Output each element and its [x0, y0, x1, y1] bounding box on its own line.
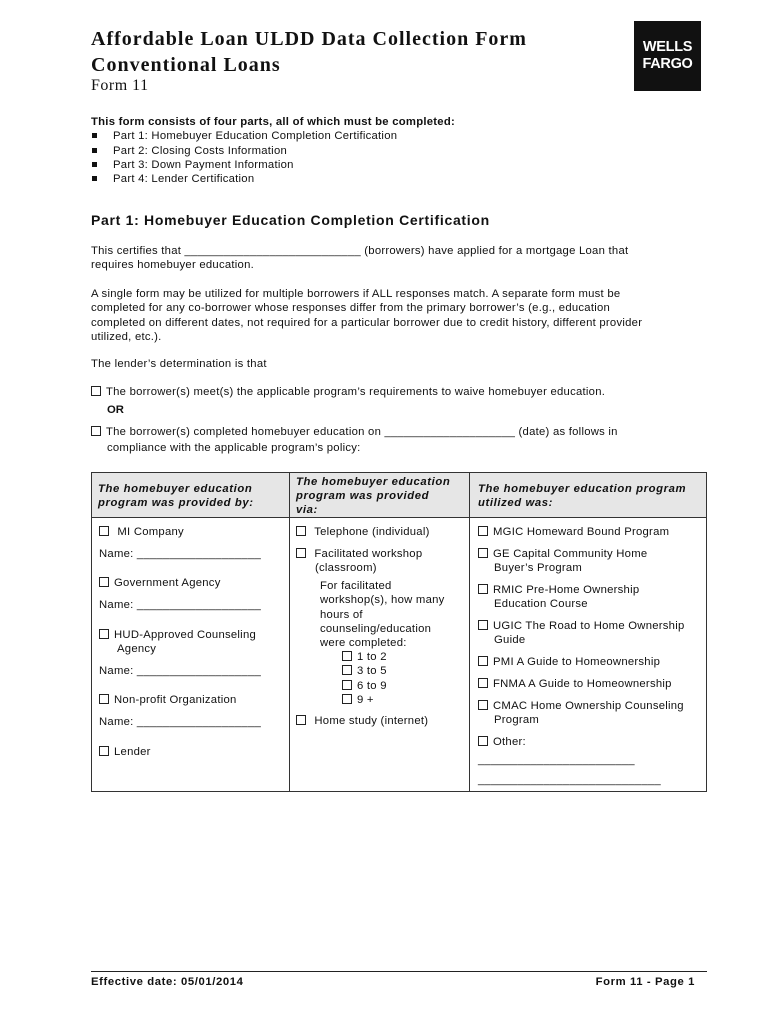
hours-line4: counseling/education — [320, 622, 432, 635]
pmi-label: PMI A Guide to Homeownership — [493, 656, 661, 668]
logo-line1: WELLS — [642, 39, 693, 55]
rmic-label-line1: RMIC Pre-Home Ownership — [493, 584, 640, 596]
delivery-home-study[interactable] — [296, 714, 428, 728]
provider-non-profit[interactable] — [99, 693, 237, 707]
education-table — [91, 472, 707, 792]
form-number: Form 11 — [91, 77, 149, 94]
form-title-line1: Affordable Loan ULDD Data Collection Form — [91, 28, 527, 50]
col2-header — [296, 475, 450, 517]
hours-9-plus-label: 9 + — [357, 693, 374, 706]
pmi-checkbox[interactable] — [478, 656, 488, 666]
fnma-label: FNMA A Guide to Homeownership — [493, 678, 672, 690]
waive-checkbox[interactable] — [91, 386, 101, 396]
lender-checkbox[interactable] — [99, 746, 109, 756]
fnma-checkbox[interactable] — [478, 678, 488, 688]
hours-3-5-label: 3 to 5 — [357, 665, 387, 678]
other-checkbox[interactable] — [478, 736, 488, 746]
hours-question — [320, 579, 445, 650]
form-title-line2: Conventional Loans — [91, 54, 281, 76]
mgic-checkbox[interactable] — [478, 526, 488, 536]
hours-options — [342, 650, 387, 707]
col3-header — [478, 482, 686, 510]
col3-header-line1: The homebuyer education program — [478, 483, 687, 495]
parts-list — [91, 129, 455, 186]
provider-hud-counseling[interactable] — [99, 628, 256, 657]
footer-divider — [91, 971, 707, 972]
waive-option[interactable] — [91, 385, 711, 399]
col1-header-line1: The homebuyer education — [98, 483, 253, 495]
delivery-workshop[interactable] — [296, 547, 422, 576]
certifies-paragraph — [91, 244, 711, 273]
home-study-checkbox[interactable] — [296, 715, 306, 725]
other-field-line1[interactable]: ________________________ — [478, 754, 635, 766]
name-field[interactable]: Name: ___________________ — [99, 548, 262, 560]
ugic-label-line2: Guide — [494, 634, 526, 647]
determination-text: The lender’s determination is that — [91, 358, 267, 370]
intro-section — [91, 115, 455, 186]
hours-3-5-checkbox[interactable] — [342, 665, 352, 675]
ugic-label-line1: UGIC The Road to Home Ownership — [493, 620, 685, 632]
cmac-label-line1: CMAC Home Ownership Counseling — [493, 700, 684, 712]
hours-line2: workshop(s), how many — [320, 594, 445, 607]
program-rmic[interactable] — [478, 583, 639, 612]
list-item: Part 3: Down Payment Information — [91, 158, 455, 172]
hud-counseling-checkbox[interactable] — [99, 629, 109, 639]
column-divider — [289, 473, 290, 791]
program-fnma[interactable] — [478, 677, 672, 691]
government-agency-checkbox[interactable] — [99, 577, 109, 587]
program-other[interactable] — [478, 735, 526, 749]
lender-label: Lender — [114, 746, 151, 758]
hud-label-line2: Agency — [117, 643, 157, 656]
wells-fargo-logo — [634, 21, 701, 91]
single-form-line4: utilized, etc.). — [91, 330, 162, 343]
hours-option-9-plus[interactable] — [342, 693, 387, 707]
program-ge-capital[interactable] — [478, 547, 647, 576]
hours-6-9-checkbox[interactable] — [342, 680, 352, 690]
list-item: Part 2: Closing Costs Information — [91, 144, 455, 158]
completed-option[interactable] — [91, 425, 711, 456]
col2-header-line1: The homebuyer education — [296, 476, 451, 488]
name-field[interactable]: Name: ___________________ — [99, 665, 262, 677]
mi-company-checkbox[interactable] — [99, 526, 109, 536]
rmic-checkbox[interactable] — [478, 584, 488, 594]
ugic-checkbox[interactable] — [478, 620, 488, 630]
government-agency-label: Government Agency — [114, 577, 221, 589]
certifies-line2: requires homebuyer education. — [91, 259, 254, 272]
logo-line2: FARGO — [642, 56, 693, 72]
cmac-label-line2: Program — [494, 714, 540, 727]
delivery-telephone[interactable] — [296, 525, 430, 539]
col1-header — [98, 482, 254, 510]
home-study-label: Home study (internet) — [314, 715, 429, 727]
ge-label-line1: GE Capital Community Home — [493, 548, 648, 560]
other-label: Other: — [493, 736, 526, 748]
workshop-checkbox[interactable] — [296, 548, 306, 558]
col1-header-line2: program was provided by: — [98, 497, 254, 509]
effective-date: Effective date: 05/01/2014 — [91, 976, 244, 988]
provider-mi-company[interactable] — [99, 525, 184, 539]
ge-label-line2: Buyer’s Program — [494, 562, 583, 575]
mi-company-label: MI Company — [117, 526, 184, 538]
hours-option-6-9[interactable] — [342, 679, 387, 693]
hours-6-9-label: 6 to 9 — [357, 679, 387, 692]
telephone-label: Telephone (individual) — [314, 526, 430, 538]
rmic-label-line2: Education Course — [494, 598, 588, 611]
workshop-label-line2: (classroom) — [315, 562, 377, 575]
form-title — [91, 26, 527, 78]
hours-9-plus-checkbox[interactable] — [342, 694, 352, 704]
or-label: OR — [107, 404, 124, 416]
mgic-label: MGIC Homeward Bound Program — [493, 526, 670, 538]
name-field[interactable]: Name: ___________________ — [99, 716, 262, 728]
non-profit-checkbox[interactable] — [99, 694, 109, 704]
provider-government-agency[interactable] — [99, 576, 221, 590]
hours-line3: hours of — [320, 608, 363, 621]
col3-header-line2: utilized was: — [478, 497, 553, 509]
single-form-paragraph — [91, 287, 711, 344]
certifies-line1: This certifies that ___________________________ (borrowers) have applied for a mortgage Loan that — [91, 245, 629, 257]
hours-option-1-2[interactable] — [342, 650, 387, 664]
name-field[interactable]: Name: ___________________ — [99, 599, 262, 611]
col2-header-line2: program was provided — [296, 490, 430, 502]
single-form-line2: completed for any co-borrower whose responses differ from the primary borrower’s (e.g., education — [91, 302, 611, 315]
col2-header-line3: via: — [296, 504, 318, 516]
cmac-checkbox[interactable] — [478, 700, 488, 710]
hours-line1: For facilitated — [320, 580, 392, 592]
column-divider — [469, 473, 470, 791]
page-number: Form 11 - Page 1 — [595, 976, 695, 988]
completed-label-line1: The borrower(s) completed homebuyer education on ____________________ (date) as follows in — [106, 426, 618, 438]
telephone-checkbox[interactable] — [296, 526, 306, 536]
waive-label: The borrower(s) meet(s) the applicable program’s requirements to waive homebuyer education. — [106, 386, 606, 398]
non-profit-label: Non-profit Organization — [114, 694, 237, 706]
program-mgic[interactable] — [478, 525, 669, 539]
provider-lender[interactable] — [99, 745, 151, 759]
ge-capital-checkbox[interactable] — [478, 548, 488, 558]
single-form-line3: completed on different dates, not required for a particular borrower due to credit history, different provider — [91, 316, 643, 329]
completed-label-line2: compliance with the applicable program’s policy: — [107, 442, 361, 455]
list-item: Part 1: Homebuyer Education Completion Certification — [91, 129, 455, 143]
program-pmi[interactable] — [478, 655, 660, 669]
hours-line5: were completed: — [320, 637, 407, 650]
other-field-line2[interactable]: ____________________________ — [478, 774, 661, 786]
hours-1-2-checkbox[interactable] — [342, 651, 352, 661]
list-item: Part 4: Lender Certification — [91, 172, 455, 186]
workshop-label-line1: Facilitated workshop — [314, 548, 423, 560]
program-ugic[interactable] — [478, 619, 685, 648]
hours-option-3-5[interactable] — [342, 664, 387, 678]
completed-checkbox[interactable] — [91, 426, 101, 436]
part1-heading: Part 1: Homebuyer Education Completion Certification — [91, 212, 490, 228]
hours-1-2-label: 1 to 2 — [357, 651, 387, 663]
intro-lead: This form consists of four parts, all of which must be completed: — [91, 116, 455, 128]
hud-label-line1: HUD-Approved Counseling — [114, 629, 257, 641]
program-cmac[interactable] — [478, 699, 684, 728]
single-form-line1: A single form may be utilized for multiple borrowers if ALL responses match. A separate form must be — [91, 288, 621, 300]
